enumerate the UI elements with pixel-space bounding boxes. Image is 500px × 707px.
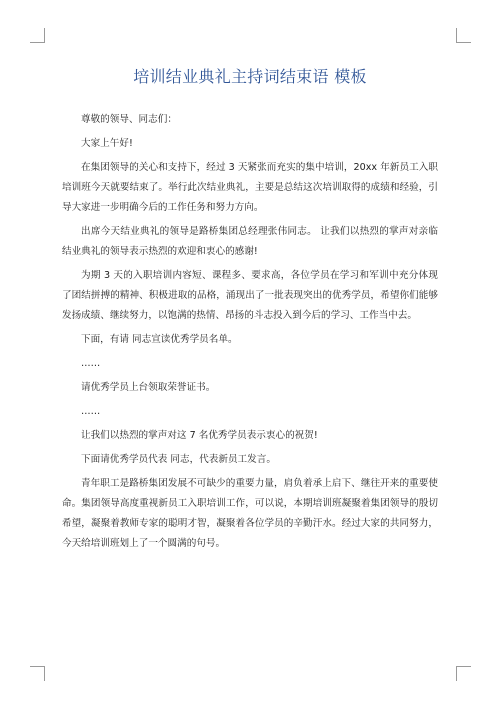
- paragraph-certificates: 请优秀学员上台领取荣誉证书。: [81, 382, 216, 393]
- document-body: [62, 110, 438, 558]
- ellipsis-1: ……: [81, 358, 101, 369]
- ellipsis-2: ……: [81, 406, 101, 417]
- paragraph-review: 为期 3 天的入职培训内容短、课程多、要求高，各位学员在学习和军训中充分体现了团结拼搏的精神、积极进取的品格，涌现出了一批表现突出的优秀学员，希望你们能够发扬成绩、继续努力，以饱满的热情、昂扬的斗志投入到今后的学习、工作当中去。: [62, 270, 438, 321]
- paragraph-announce-list: 下面，有请 同志宣读优秀学员名单。: [81, 334, 238, 345]
- salutation: 尊敬的领导、同志们：: [81, 114, 177, 125]
- paragraph-closing: 青年职工是路桥集团发展不可缺少的重要力量，肩负着承上启下、继往开来的重要使命。集团领导高度重视新员工入职培训工作，可以说，本期培训班凝聚着集团领导的殷切希望，凝聚着教师专家的聪明才智，凝聚着各位学员的辛勤汗水。经过大家的共同努力，今天给培训班划上了一个圆满的句号。: [62, 478, 438, 549]
- crop-mark-bottom-right: [456, 666, 471, 681]
- document-title: 培训结业典礼主持词结束语 模板: [133, 67, 367, 86]
- crop-mark-bottom-left: [30, 666, 45, 681]
- greeting: 大家上午好!: [81, 138, 133, 149]
- crop-mark-top-left: [30, 28, 45, 43]
- paragraph-leaders: 出席今天结业典礼的领导是路桥集团总经理张伟同志。 让我们以热烈的掌声对亲临结业典礼的领导表示热烈的欢迎和衷心的感谢!: [62, 226, 438, 257]
- paragraph-congratulate: 让我们以热烈的掌声对这 7 名优秀学员表示衷心的祝贺!: [81, 430, 318, 441]
- paragraph-training-intro: 在集团领导的关心和支持下，经过 3 天紧张而充实的集中培训，20xx 年新员工入职培训班今天就要结束了。举行此次结业典礼，主要是总结这次培训取得的成绩和经验，引导大家进一步明确今后的工作任务和努力方向。: [62, 162, 438, 213]
- paragraph-speech: 下面请优秀学员代表 同志，代表新员工发言。: [81, 454, 276, 465]
- crop-mark-top-right: [456, 28, 471, 43]
